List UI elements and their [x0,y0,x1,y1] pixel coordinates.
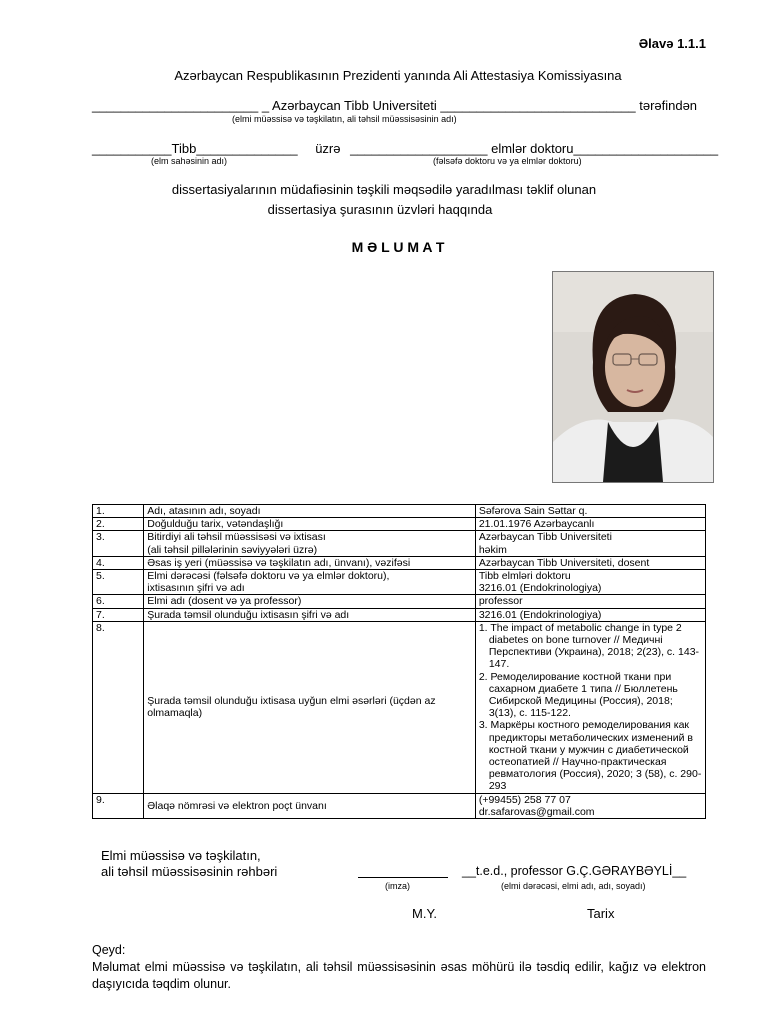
contact-phone: (+99455) 258 77 07 [478,793,571,806]
field-lead: ___________ [92,141,172,156]
row-value: Səfərova Sain Səttar q. [475,505,705,518]
signature-caption: (imza) [385,881,410,891]
row-number: 6. [93,595,144,608]
note-text: Məlumat elmi müəssisə və təşkilatın, ali təhsil müəssisəsinin əsas möhürü ilə təsdiq edilir, kağız və elektron daşıyıcıda təqdim olunur. [92,960,706,991]
table-row [93,556,706,569]
appendix-label: Əlavə 1.1.1 [638,36,706,51]
row-label [144,570,476,595]
row-label-line: Elmi dərəcəsi (fəlsəfə doktoru və ya elmlər doktoru), [147,570,390,583]
row-value [475,531,705,556]
publication-item: 1. The impact of metabolic change in type 2 diabetes on bone turnover // Медичні Перспективи (Украина), 2018; 2(23), с. 143-147. [478,621,700,671]
row-label: Elmi adı (dosent və ya professor) [144,595,476,608]
row-number: 5. [93,570,144,595]
head-title-line-2: ali təhsil müəssisəsinin rəhbəri [101,864,278,879]
row-number: 9. [93,793,144,818]
row-label: Əlaqə nömrəsi və elektron poçt ünvanı [144,793,476,818]
table-row [93,531,706,556]
field-caption: (elm sahəsinin adı) [151,156,228,166]
table-row [93,621,706,793]
row-number: 8. [93,621,144,793]
table-row [93,608,706,621]
row-value: professor [475,595,705,608]
org-tail: ___________________________ [436,98,636,113]
row-number: 1. [93,505,144,518]
row-label: Doğulduğu tarix, vətəndaşlığı [144,518,476,531]
row-number: 2. [93,518,144,531]
degree-tail: ____________________ [573,141,719,156]
row-value [475,793,705,818]
head-name-caption: (elmi dərəcəsi, elmi adı, adı, soyadı) [501,881,646,891]
table-row [93,518,706,531]
purpose-line-2: dissertasiya şurasının üzvləri haqqında [267,202,493,217]
signature-line [358,877,448,878]
org-name: Azərbaycan Tibb Universiteti [272,98,437,113]
row-label: Əsas iş yeri (müəssisə və təşkilatın adı, ünvanı), vəzifəsi [144,556,476,569]
row-label: Şurada təmsil olunduğu ixtisasın şifri və adı [144,608,476,621]
row-label: Adı, atasının adı, soyadı [144,505,476,518]
row-value: Azərbaycan Tibb Universiteti, dosent [475,556,705,569]
date-label: Tarix [587,906,615,921]
row-value-line: həkim [478,543,507,556]
table-row [93,505,706,518]
degree-lead: ___________________ [350,141,492,156]
note-heading: Qeyd: [92,943,126,957]
row-number: 7. [93,608,144,621]
table-row [93,793,706,818]
document-title: M Ə L U M A T [351,239,445,255]
table-row [93,570,706,595]
row-label [144,531,476,556]
org-line [92,98,697,113]
field-name: Tibb [171,141,197,156]
field-tail: ______________ [196,141,298,156]
head-title-line-1: Elmi müəssisə və təşkilatın, [101,848,261,863]
row-label: Şurada təmsil olunduğu ixtisasa uyğun elmi əsərləri (üçdən az olmamaqla) [144,621,476,793]
row-number: 4. [93,556,144,569]
row-value [475,570,705,595]
row-label-line: ixtisasının şifri və adı [147,582,245,595]
contact-email: dr.safarovas@gmail.com [478,805,595,818]
degree-name: elmlər doktoru [491,141,574,156]
row-value-line: Azərbaycan Tibb Universiteti [478,531,612,544]
portrait-photo [552,271,714,483]
org-lead: _______________________ _ [92,98,273,113]
purpose-line-1: dissertasiyalarının müdafiəsinin təşkili məqsədilə yaradılması təklif olunan [171,182,597,197]
row-value-line: 3216.01 (Endokrinologiya) [478,582,602,595]
info-table [92,504,706,819]
row-value-line: Tibb elmləri doktoru [478,570,571,583]
row-label-line: (ali təhsil pillələrinin səviyyələri üzrə) [147,543,318,556]
org-caption: (elmi müəssisə və təşkilatın, ali təhsil müəssisəsinin adı) [232,114,457,124]
uzre-word: üzrə [315,141,341,156]
publications-cell [475,621,705,793]
seal-place: M.Y. [412,906,438,921]
row-value: 21.01.1976 Azərbaycanlı [475,518,705,531]
row-value: 3216.01 (Endokrinologiya) [475,608,705,621]
publication-item: 2. Ремоделирование костной ткани при сахарном диабете 1 типа // Бюллетень Сибирской Медицины (Россия), 2018; 3(13), с. 115-122. [478,670,678,720]
table-row [93,595,706,608]
org-suffix: tərəfindən [635,98,698,113]
degree-caption: (fəlsəfə doktoru və ya elmlər doktoru) [433,156,582,166]
field-degree-line [92,141,718,156]
publication-item: 3. Маркёры костного ремоделирования как предикторы метаболических изменений в костной ткани у мужчин с диабетической остеопатией // Научно-практическая ревматология (Россия), 2020; 3 (58), с. 290-293 [478,719,702,793]
row-label-line: Bitirdiyi ali təhsil müəssisəsi və ixtisası [147,531,326,544]
head-name: __t.e.d., professor G.Ç.GƏRAYBƏYLİ__ [462,864,687,878]
header-line: Azərbaycan Respublikasının Prezidenti yanında Ali Attestasiya Komissiyasına [174,68,622,83]
row-number: 3. [93,531,144,556]
